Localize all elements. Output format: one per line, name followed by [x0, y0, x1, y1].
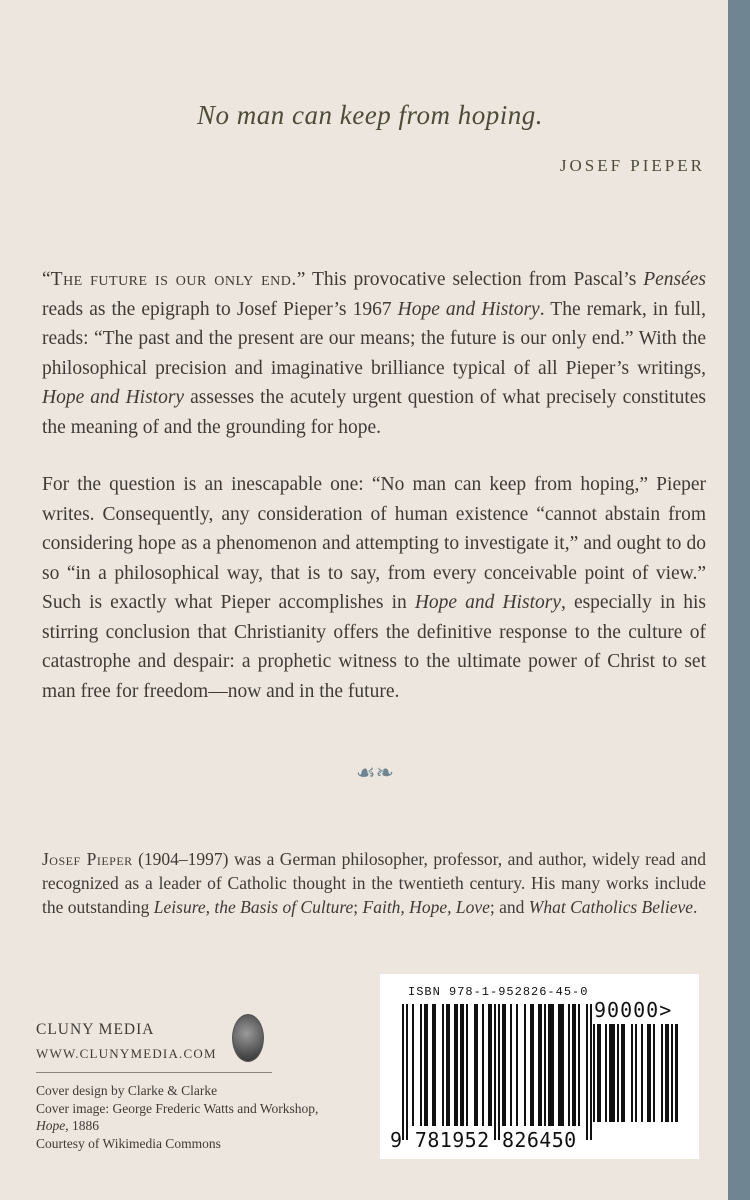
- barcode-bar: [572, 1004, 576, 1126]
- isbn-label: ISBN 978-1-952826-45-0: [408, 985, 589, 999]
- addon-barcode-bars: [593, 1024, 678, 1136]
- barcode-bar: [454, 1004, 458, 1126]
- barcode-bar: [548, 1004, 554, 1126]
- barcode-bar: [597, 1024, 601, 1122]
- barcode-bar: [524, 1004, 526, 1126]
- book-title-what-catholics-believe: What Catholics Believe: [528, 897, 694, 917]
- barcode-bar: [590, 1004, 592, 1140]
- ornament-icon: ☙❧: [355, 760, 395, 785]
- credit-year: , 1886: [65, 1118, 99, 1133]
- barcode-bar: [488, 1004, 492, 1126]
- barcode-bar: [402, 1004, 404, 1140]
- barcode-bar: [510, 1004, 512, 1126]
- book-title-faith-hope-love: Faith, Hope, Love: [362, 897, 490, 917]
- bio-text: .: [693, 897, 698, 917]
- barcode-panel: [380, 974, 699, 1159]
- barcode-bar: [424, 1004, 428, 1126]
- blurb-text: For the question is an inescapable one: “No man can keep from hoping,” Pieper writes. Consequently, any consideration of human existence “cannot abstain from considering hope as a phenomenon and attempting to investigate it,” and ought to do so “in a philosophical way, that is to say, from every conceivable point of view.” Such is exactly what Pieper accomplishes in: [42, 474, 706, 613]
- barcode-bar: [412, 1004, 414, 1126]
- bio-text: (1904–1997) was a German philosopher, professor, and author, widely read and recognized as a leader of Catholic thought in the twentieth century. His many works include the outstanding: [42, 849, 706, 917]
- barcode-bar: [568, 1004, 570, 1126]
- barcode-bar: [578, 1004, 580, 1126]
- barcode-bar: [460, 1004, 464, 1126]
- ean-barcode-bars: [402, 1004, 592, 1140]
- blurb-text: ” This provocative selection from Pascal’s: [296, 269, 644, 290]
- barcode-bar: [516, 1004, 518, 1126]
- author-name: Josef Pieper: [42, 849, 133, 869]
- spine-strip: [728, 0, 750, 1200]
- barcode-bar: [558, 1004, 564, 1126]
- blurb-paragraph-2: [42, 470, 706, 706]
- barcode-bar: [617, 1024, 619, 1122]
- barcode-bar: [593, 1024, 595, 1122]
- addon-price-code: 90000>: [594, 998, 673, 1022]
- book-title-hope-and-history: Hope and History: [414, 592, 561, 613]
- barcode-bar: [498, 1004, 500, 1140]
- publisher-block: [36, 1018, 217, 1066]
- barcode-bar: [530, 1004, 534, 1126]
- barcode-bar: [544, 1004, 546, 1126]
- barcode-bar: [653, 1024, 655, 1122]
- barcode-bar: [675, 1024, 678, 1122]
- author-bio: [42, 847, 706, 919]
- barcode-bar: [635, 1024, 637, 1122]
- book-title-hope-and-history: Hope and History: [42, 387, 185, 408]
- book-title-leisure: Leisure, the Basis of Culture: [153, 897, 354, 917]
- barcode-bar: [621, 1024, 625, 1122]
- bio-text: ;: [353, 897, 363, 917]
- credit-work-title: Hope: [36, 1118, 66, 1133]
- blurb-paragraph-1: [42, 265, 706, 442]
- publisher-name: CLUNY MEDIA: [36, 1021, 155, 1038]
- barcode-bar: [641, 1024, 643, 1122]
- barcode-bar: [538, 1004, 542, 1126]
- blurb-lead-smallcaps: The future is our only end.: [50, 269, 297, 290]
- epigraph-quote: No man can keep from hoping.: [197, 100, 543, 130]
- barcode-bar: [502, 1004, 506, 1126]
- barcode-bar: [631, 1024, 633, 1122]
- barcode-bar: [466, 1004, 468, 1126]
- credit-design: Cover design by Clarke & Clarke: [36, 1083, 218, 1098]
- publisher-url: WWW.CLUNYMEDIA.COM: [36, 1046, 217, 1061]
- barcode-bar: [474, 1004, 478, 1126]
- barcode-bar: [482, 1004, 484, 1126]
- barcode-bar: [432, 1004, 436, 1126]
- barcode-bar: [647, 1024, 651, 1122]
- blurb-text: reads as the epigraph to Josef Pieper’s 1967: [42, 298, 398, 320]
- barcode-digits: 9 781952 826450: [390, 1128, 577, 1152]
- barcode-bar: [665, 1024, 669, 1122]
- blurb-text: assesses the acutely urgent question of what precisely constitutes the meaning of and the grounding for hope.: [42, 387, 706, 438]
- barcode-bar: [420, 1004, 422, 1126]
- credit-courtesy: Courtesy of Wikimedia Commons: [36, 1135, 221, 1151]
- barcode-bar: [609, 1024, 615, 1122]
- barcode-bar: [406, 1004, 408, 1140]
- barcode-bar: [446, 1004, 450, 1126]
- barcode-bar: [494, 1004, 496, 1140]
- credit-image: Cover image: George Frederic Watts and Workshop,: [36, 1100, 319, 1116]
- blurb-text: , especially in his stirring conclusion that Christianity offers the definitive response to the culture of catastrophe and despair: a prophetic witness to the ultimate power of Christ to set man free for freedom—now and in the future.: [42, 592, 706, 702]
- publisher-logo-icon: [232, 1014, 264, 1062]
- open-quote: “: [42, 269, 51, 290]
- book-title-pensees: Pensées: [643, 269, 706, 290]
- barcode-bar: [586, 1004, 588, 1140]
- epigraph-author: JOSEF PIEPER: [559, 156, 705, 175]
- book-title-hope-and-history: Hope and History: [397, 298, 540, 320]
- blurb-text: . The remark, in full, reads: “The past and the present are our means; the future is our only end.” With the philosophical precision and imaginative brilliance typical of all Pieper’s writings,: [42, 298, 706, 379]
- barcode-bar: [605, 1024, 607, 1122]
- barcode-bar: [661, 1024, 663, 1122]
- barcode-bar: [671, 1024, 673, 1122]
- cover-credits: [36, 1082, 318, 1152]
- divider: [36, 1072, 272, 1073]
- barcode-bar: [442, 1004, 444, 1126]
- bio-text: ; and: [489, 897, 529, 917]
- credit-work-line: [36, 1117, 318, 1135]
